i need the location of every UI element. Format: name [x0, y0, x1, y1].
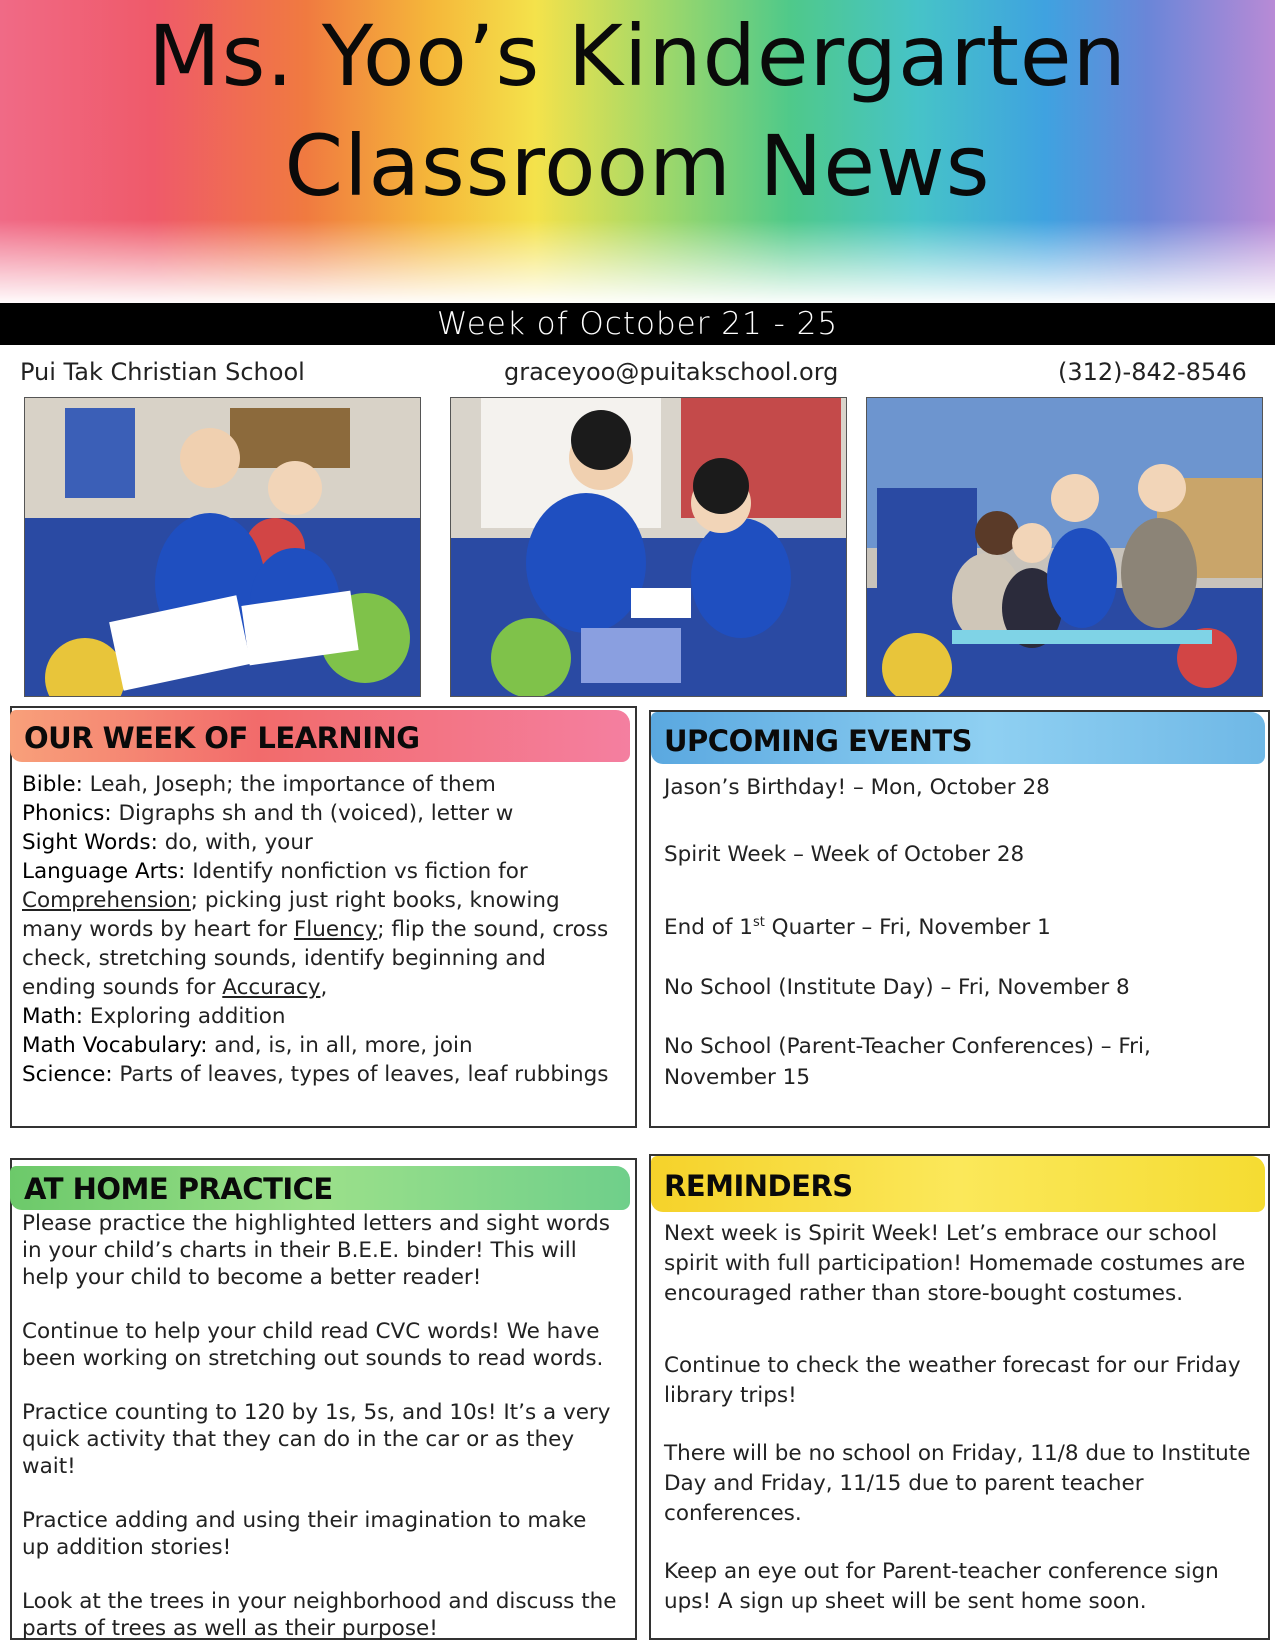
home-tip-3: Practice counting to 120 by 1s, 5s, and 10s! It’s a very quick activity that they can do in the car or as they wait!: [22, 1400, 611, 1479]
reminder-conference-signups: Keep an eye out for Parent-teacher conference sign ups! A sign up sheet will be sent home soon.: [664, 1559, 1219, 1614]
reminder-spirit-week: Next week is Spirit Week! Let’s embrace our school spirit with full participation! Homemade costumes are encouraged rather than store-bought costumes.: [664, 1221, 1246, 1306]
events-heading: UPCOMING EVENTS: [664, 724, 973, 758]
language-arts-label: Language Arts:: [22, 859, 186, 884]
home-tip-5: Look at the trees in your neighborhood and discuss the parts of trees as well as their purpose!: [22, 1589, 617, 1641]
event-institute-day: No School (Institute Day) – Fri, November 8: [664, 975, 1130, 1001]
event-quarter-post: Quarter – Fri, November 1: [764, 915, 1051, 941]
event-quarter-sup: st: [752, 915, 765, 930]
home-tip-2: Continue to help your child read CVC words! We have been working on stretching out sounds to read words.: [22, 1319, 604, 1371]
event-birthday: Jason’s Birthday! – Mon, October 28: [664, 775, 1050, 800]
math-vocabulary-text: and, is, in all, more, join: [207, 1033, 473, 1058]
learning-content: [22, 770, 622, 1089]
language-arts-text-4: ,: [320, 975, 328, 1000]
home-heading: AT HOME PRACTICE: [24, 1172, 333, 1206]
phonics-label: Phonics:: [22, 801, 112, 826]
science-text: Parts of leaves, types of leaves, leaf rubbings: [112, 1062, 609, 1087]
classroom-photo-3: [866, 397, 1263, 697]
reminders-content: [664, 1219, 1259, 1617]
fluency-term: Fluency: [293, 917, 378, 942]
phonics-text: Digraphs sh and th (voiced), letter w: [111, 801, 514, 826]
home-tip-4: Practice adding and using their imagination to make up addition stories!: [22, 1508, 587, 1560]
classroom-photo-1: [24, 397, 421, 697]
teacher-email[interactable]: graceyoo@puitakschool.org: [504, 358, 839, 386]
comprehension-term: Comprehension: [22, 888, 191, 913]
events-content: [664, 772, 1254, 1093]
bible-text: Leah, Joseph; the importance of them: [82, 772, 496, 797]
watercolor-drips: [0, 220, 1275, 310]
math-text: Exploring addition: [83, 1004, 286, 1029]
home-content: [22, 1210, 617, 1642]
phone-number: (312)-842-8546: [1058, 358, 1247, 386]
science-label: Science:: [22, 1062, 113, 1087]
home-tip-1: Please practice the highlighted letters and sight words in your child’s charts in their B.E.E. binder! This will help your child to become a better reader!: [22, 1211, 610, 1290]
event-end-of-quarter: [664, 907, 1254, 943]
language-arts-text-2: ; picking just right books, knowing many words by heart for: [22, 888, 560, 942]
bible-label: Bible:: [22, 772, 83, 797]
reminder-no-school: There will be no school on Friday, 11/8 due to Institute Day and Friday, 11/15 due to parent teacher conferences.: [664, 1441, 1251, 1526]
sight-words-text: do, with, your: [157, 830, 313, 855]
event-spirit-week: Spirit Week – Week of October 28: [664, 842, 1025, 867]
reminders-heading: REMINDERS: [664, 1169, 853, 1203]
week-banner: Week of October 21 - 25: [0, 303, 1275, 345]
school-name: Pui Tak Christian School: [20, 358, 305, 386]
sight-words-label: Sight Words:: [22, 830, 158, 855]
language-arts-text-3: ; flip the sound, cross check, stretching sounds, identify beginning and ending sounds for: [22, 917, 609, 1000]
language-arts-text-1: Identify nonfiction vs fiction for: [185, 859, 528, 884]
newsletter-title-line2: Classroom News: [284, 117, 991, 215]
math-label: Math:: [22, 1004, 84, 1029]
reminder-weather: Continue to check the weather forecast for our Friday library trips!: [664, 1353, 1241, 1408]
event-conferences: No School (Parent-Teacher Conferences) – Fri, November 15: [664, 1034, 1151, 1091]
learning-heading: OUR WEEK OF LEARNING: [24, 721, 420, 755]
classroom-photo-2: [450, 397, 847, 697]
accuracy-term: Accuracy: [222, 975, 321, 1000]
newsletter-title-line1: Ms. Yoo’s Kindergarten: [148, 7, 1127, 105]
math-vocabulary-label: Math Vocabulary:: [22, 1033, 208, 1058]
event-quarter-pre: End of 1: [664, 915, 753, 941]
